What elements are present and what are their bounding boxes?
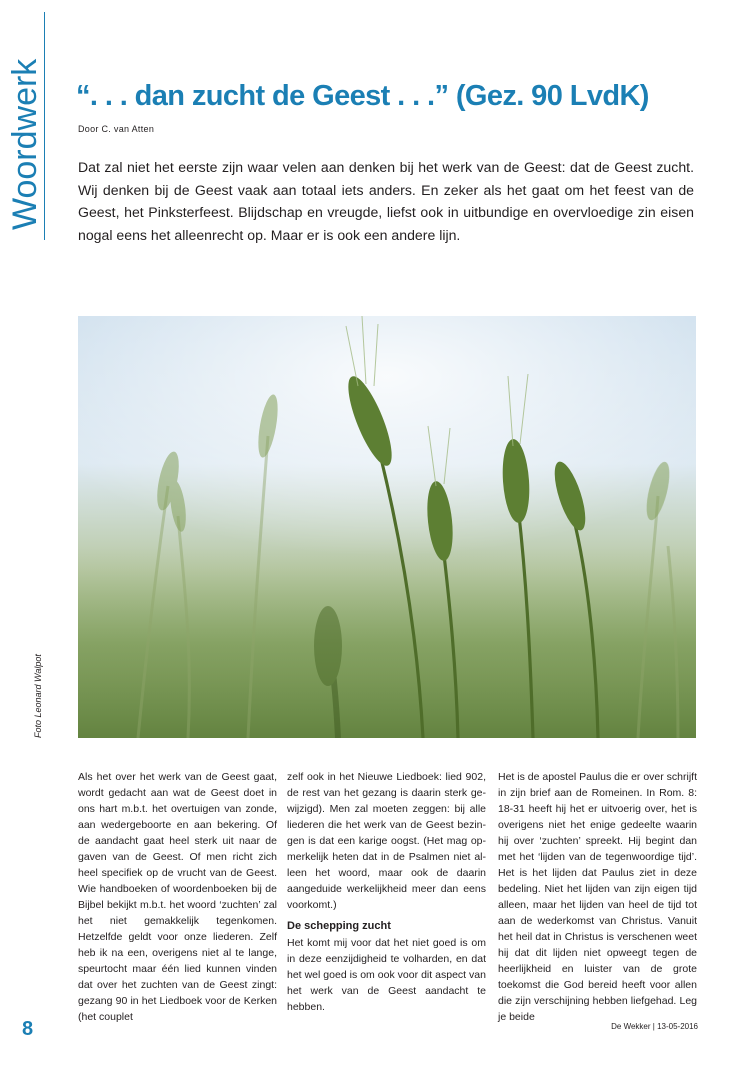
body-text: Het komt mij voor dat het niet goed is om in deze eenzijdigheid te volharden, en dat het wel goed is om ook voor dit aspect van het werk van de Geest aandacht te hebben. <box>287 937 486 1013</box>
intro-paragraph: Dat zal niet het eerste zijn waar velen aan denken bij het werk van de Geest: dat de Geest zucht. Wij denken bij de Geest vaak aan totaal iets anders. En zeker als het gaat om het feest van de Geest, het Pinksterfeest. Blijdschap en vreugde, liefst ook in uitbundige en overvloedige zin eisen nogal eens het alleenrecht op. Maar er is ook een andere lijn. <box>78 159 694 243</box>
body-column-3 <box>498 769 697 1025</box>
body-column-2 <box>287 769 486 1015</box>
page-number: 8 <box>22 1018 34 1040</box>
article-title: “. . . dan zucht de Geest . . .” (Gez. 90 LvdK) <box>76 80 649 112</box>
body-text: Als het over het werk van de Geest gaat, wordt gedacht aan wat de Geest doet in ons hart m.b.t. het overtuigen van zonde, aan wedergeboorte en aan bekering. Of de aandacht gaat heel sterk uit naar de gaven van de Geest. Of men richt zich heel specifiek op de vrucht van de Geest. Wie handboeken of woordenboeken bij de Bijbel bekijkt m.b.t. het woord ‘zuchten’ zal het niet gemakkelijk tegenkomen. Hetzelfde geldt voor onze liederen. Zelf heb ik na een, overigens niet al te lange, speurtocht maar één lied kunnen vinden dat over het zuchten van de Geest zingt: gezang 90 in het Liedboek voor de Kerken (het couplet <box>78 771 277 1023</box>
subheading: De schepping zucht <box>287 920 391 932</box>
photo-credit: Foto Leonard Walpot <box>33 654 43 738</box>
byline: Door C. van Atten <box>78 124 155 134</box>
body-column-1 <box>78 769 277 1025</box>
body-text: zelf ook in het Nieuwe Liedboek: lied 902, de rest van het gezang is daarin sterk gewijzigd). Men zal moeten zeggen: bij alle liederen die het werk van de Geest bezingen is dat een karige oogst. (Het mag opmerkelijk heten dat in de Psalmen niet alleen het woord, maar ook de daarin aangeduide werkelijkheid meer dan eens voorkomt.) <box>287 771 486 911</box>
body-text: Het is de apostel Paulus die er over schrijft in zijn brief aan de Romeinen. In Rom. 8: 18-31 heeft hij het er uitvoerig over, het is overigens niet het enige gedeelte waarin hij over ‘zuchten’ spreekt. Hij begint dan met het ‘lijden van de tegenwoordige tijd’. Het is het lijden dat Paulus ziet in deze bedeling. Niet het lijden van zijn eigen tijd alleen, maar het lijden van heel de tijd tot aan de wederkomst van Christus. Vanuit het heil dat in Christus is verschenen weet hij dat dit lijden niet opweegt tegen de heerlijkheid en luister van de grote toekomst die God bereid heeft voor allen die zijn verschijning hebben liefgehad. Leg je beide <box>498 771 698 1023</box>
footer-publication-date: De Wekker | 13-05-2016 <box>611 1022 698 1031</box>
section-label: Woordwerk <box>6 58 44 230</box>
wheat-photo <box>78 316 696 738</box>
